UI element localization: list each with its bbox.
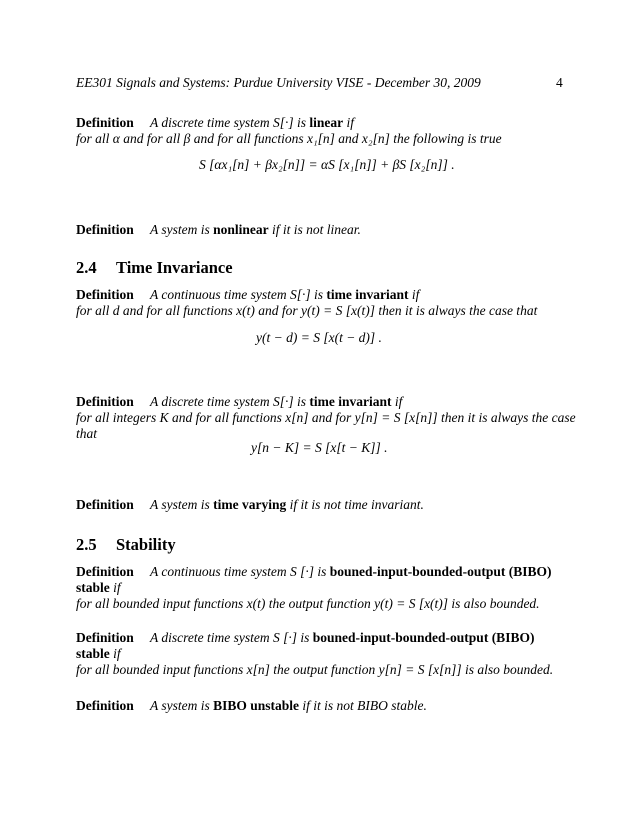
definition-term: linear: [309, 115, 344, 130]
section-heading-stability: [76, 535, 176, 555]
definition-label: Definition: [76, 394, 134, 409]
definition-label: Definition: [76, 564, 134, 579]
definition-text: A system is: [150, 497, 214, 512]
equation-ct-time-invariance: y(t − d) = S [x(t − d)] .: [256, 330, 382, 345]
definition-nonlinear: [76, 222, 361, 238]
definition-label: Definition: [76, 287, 134, 302]
definition-text-end: if it is not linear.: [268, 222, 361, 237]
definition-label: Definition: [76, 115, 134, 130]
equation-linearity: S [αx₁[n] + βx₂[n]] = αS [x₁[n]] + βS [x₂[n]] .: [199, 157, 455, 172]
definition-text: A system is: [150, 698, 214, 713]
definition-label: Definition: [76, 630, 134, 645]
definition-dt-bibo-condition: for all bounded input functions x[n] the output function y[n] = S [x[n]] is also bounded.: [76, 662, 554, 677]
definition-dt-time-invariant: [76, 394, 402, 410]
definition-term: bouned-input-bounded-output (BIBO): [329, 564, 552, 579]
definition-text: A discrete time system S[·] is: [150, 394, 310, 409]
definition-dt-time-invariant-condition-cont: that: [76, 426, 98, 441]
definition-ct-bibo: [76, 564, 551, 580]
running-header-title: EE301 Signals and Systems: Purdue University VISE - December 30, 2009: [76, 75, 481, 90]
equation-dt-time-invariance: y[n − K] = S [x[t − K]] .: [251, 440, 388, 455]
definition-text-end: if: [408, 287, 420, 302]
definition-dt-bibo: [76, 630, 534, 646]
definition-linear: [76, 115, 354, 131]
definition-ct-bibo-term-cont: [76, 580, 121, 596]
section-heading-time-invariance: [76, 258, 233, 278]
definition-text: A discrete time system S[·] is: [150, 115, 310, 130]
section-number: 2.5: [76, 535, 97, 554]
definition-term: stable: [76, 580, 110, 595]
page-number: 4: [556, 75, 563, 90]
definition-text-end: if it is not time invariant.: [286, 497, 424, 512]
definition-label: Definition: [76, 497, 134, 512]
definition-text-end: if: [109, 580, 121, 595]
definition-text: A continuous time system S[·] is: [150, 287, 327, 302]
section-title: Stability: [116, 535, 176, 554]
definition-text: A system is: [150, 222, 214, 237]
definition-time-varying: [76, 497, 424, 513]
section-number: 2.4: [76, 258, 97, 277]
definition-text-end: if it is not BIBO stable.: [299, 698, 427, 713]
definition-ct-time-invariant-condition: for all d and for all functions x(t) and for y(t) = S [x(t)] then it is always the case that: [76, 303, 538, 318]
definition-text-end: if: [391, 394, 403, 409]
section-title: Time Invariance: [116, 258, 233, 277]
definition-dt-bibo-term-cont: [76, 646, 121, 662]
definition-term: stable: [76, 646, 110, 661]
definition-label: Definition: [76, 222, 134, 237]
definition-ct-time-invariant: [76, 287, 419, 303]
definition-bibo-unstable: [76, 698, 427, 714]
definition-term: bouned-input-bounded-output (BIBO): [312, 630, 535, 645]
definition-label: Definition: [76, 698, 134, 713]
definition-term: time invariant: [326, 287, 409, 302]
definition-term: time varying: [213, 497, 287, 512]
definition-text: A discrete time system S [·] is: [150, 630, 313, 645]
definition-term: nonlinear: [213, 222, 269, 237]
definition-text-end: if: [343, 115, 354, 130]
definition-linear-condition: for all α and for all β and for all functions x₁[n] and x₂[n] the following is true: [76, 131, 502, 146]
definition-ct-bibo-condition: for all bounded input functions x(t) the output function y(t) = S [x(t)] is also bounded.: [76, 596, 540, 611]
definition-dt-time-invariant-condition: for all integers K and for all functions x[n] and for y[n] = S [x[n]] then it is always the case: [76, 410, 576, 425]
definition-text-end: if: [109, 646, 121, 661]
definition-term: BIBO unstable: [213, 698, 300, 713]
definition-term: time invariant: [309, 394, 392, 409]
definition-text: A continuous time system S [·] is: [150, 564, 330, 579]
